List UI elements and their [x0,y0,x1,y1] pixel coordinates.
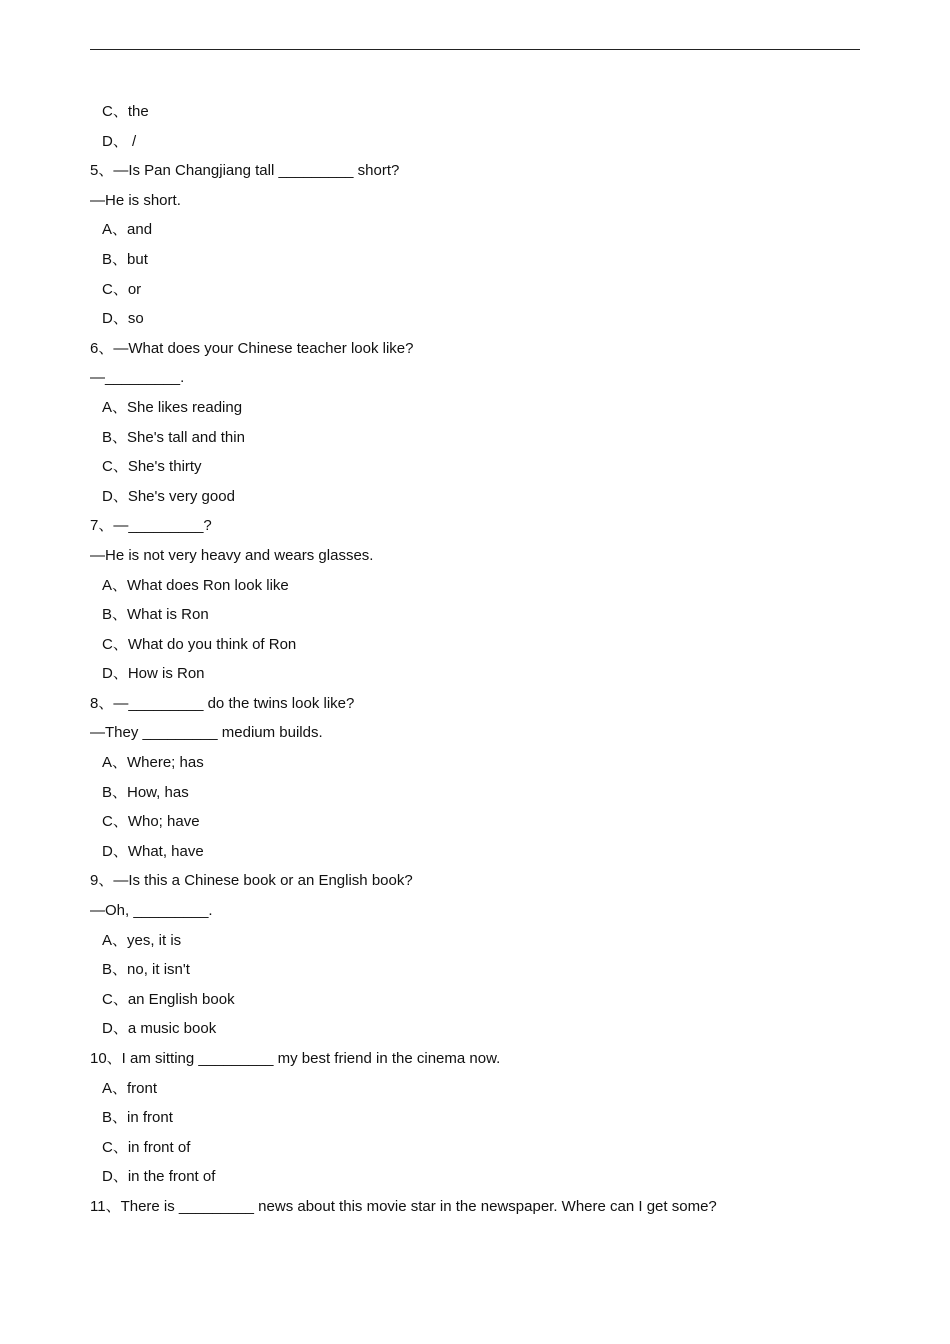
answer-option: A、Where; has [102,754,204,772]
answer-option: A、She likes reading [102,398,243,416]
question-stem: 8、—_________ do the twins look like? [90,694,355,712]
dialog-line: —He is short. [90,191,181,209]
answer-option: B、in front [102,1109,173,1127]
answer-option: A、front [102,1079,158,1097]
answer-option: B、no, it isn't [102,961,190,979]
answer-option: D、What, have [102,842,204,860]
answer-option: C、in front of [102,1138,191,1156]
answer-option: A、and [102,221,153,239]
answer-option: D、She's very good [102,487,235,505]
answer-option: C、an English book [102,990,235,1008]
question-stem: 6、—What does your Chinese teacher look like? [90,339,414,357]
question-stem: 9、—Is this a Chinese book or an English book? [90,872,413,890]
dialog-line: —They _________ medium builds. [90,724,323,742]
header-rule [90,49,860,50]
dialog-line: —_________. [90,369,185,387]
answer-option: D、 / [102,132,137,150]
question-stem: 10、I am sitting _________ my best friend in the cinema now. [90,1050,501,1067]
question-stem: 7、—_________? [90,517,212,535]
answer-option: C、or [102,280,142,298]
answer-option: D、a music book [102,1020,217,1038]
answer-option: C、What do you think of Ron [102,635,297,653]
answer-option: B、How, has [102,783,189,801]
answer-option: B、What is Ron [102,606,209,624]
dialog-line: —Oh, _________. [90,902,213,920]
answer-option: D、in the front of [102,1168,216,1186]
answer-option: D、so [102,310,144,328]
question-stem: 11、There is _________ news about this movie star in the newspaper. Where can I get some? [90,1197,717,1215]
answer-option: C、the [102,103,149,120]
answer-option: C、She's thirty [102,458,202,476]
question-list [90,97,870,1222]
answer-option: A、yes, it is [102,931,182,949]
answer-option: A、What does Ron look like [102,576,289,594]
answer-option: B、but [102,250,148,268]
question-stem: 5、—Is Pan Changjiang tall _________ short? [90,162,400,180]
dialog-line: —He is not very heavy and wears glasses. [90,546,374,564]
answer-option: B、She's tall and thin [102,428,245,446]
answer-option: D、How is Ron [102,665,205,683]
answer-option: C、Who; have [102,813,200,831]
